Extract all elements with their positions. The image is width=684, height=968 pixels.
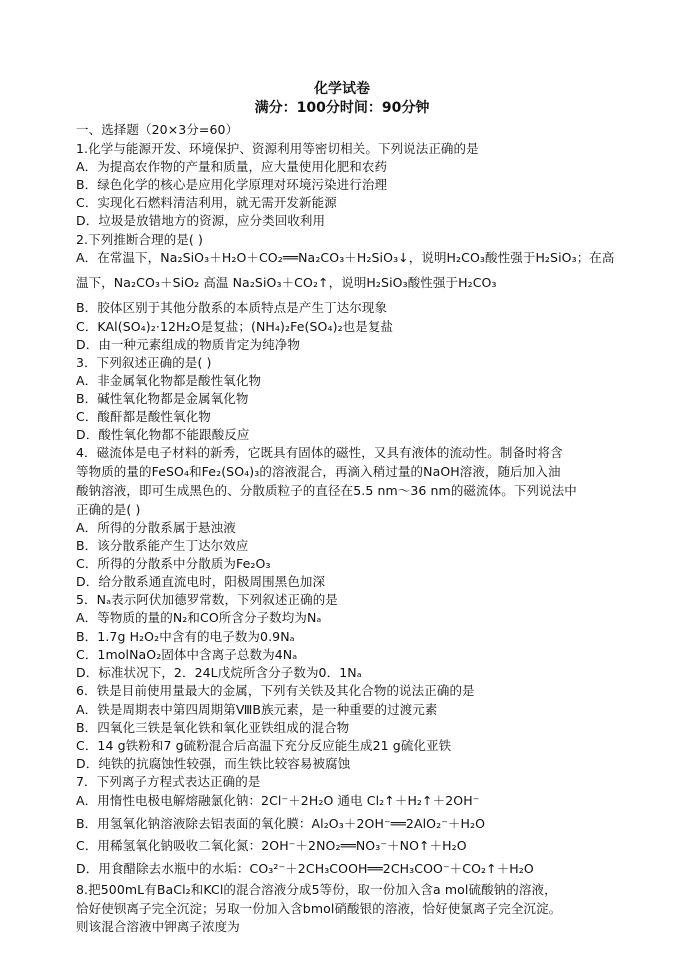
text-line: B．碱性氧化物都是金属氧化物	[76, 391, 249, 406]
text-line: A．等物质的量的N₂和CO所含分子数均为Nₐ	[76, 610, 322, 625]
text-line: A．用惰性电极电解熔融氯化钠：2Cl⁻＋2H₂O 通电 Cl₂↑＋H₂↑＋2OH⁻	[76, 793, 480, 808]
text-line: B．四氧化三铁是氧化铁和氧化亚铁组成的混合物	[76, 720, 350, 735]
text-line: B．1.7g H₂O₂中含有的电子数为0.9Nₐ	[76, 629, 295, 644]
text-line: 恰好使钡离子完全沉淀；另取一份加入含bmol硝酸银的溶液，恰好使氯离子完全沉淀。	[76, 901, 562, 916]
text-line: C．用稀氢氧化钠吸收二氧化氮：2OH⁻＋2NO₂══NO₃⁻＋NO↑＋H₂O	[76, 838, 467, 853]
text-line: A．铁是周期表中第四周期第ⅧB族元素，是一种重要的过渡元素	[76, 702, 438, 717]
text-line: C．所得的分散系中分散质为Fe₂O₃	[76, 556, 271, 571]
text-line: B．胶体区别于其他分散系的本质特点是产生丁达尔现象	[76, 300, 388, 315]
text-line: 2.下列推断合理的是( )	[76, 232, 203, 247]
text-line: 正确的是( )	[76, 502, 141, 517]
text-line: D．垃圾是放错地方的资源，应分类回收利用	[76, 213, 326, 228]
text-line: C．KAl(SO₄)₂·12H₂O是复盐；(NH₄)₂Fe(SO₄)₂也是复盐	[76, 319, 394, 334]
text-line: D．纯铁的抗腐蚀性较强，而生铁比较容易被腐蚀	[76, 756, 351, 771]
text-line: C．实现化石燃料清洁利用，就无需开发新能源	[76, 195, 337, 210]
text-line: D．酸性氧化物都不能跟酸反应	[76, 427, 250, 442]
text-line: A．所得的分散系属于悬浊液	[76, 520, 236, 535]
exam-title: 化学试卷	[314, 81, 370, 97]
text-line: 6．铁是目前使用量最大的金属，下列有关铁及其化合物的说法正确的是	[76, 683, 475, 698]
exam-subtitle: 满分：100分时间：90分钟	[254, 100, 430, 116]
text-line: D．用食醋除去水瓶中的水垢：CO₃²⁻＋2CH₃COOH══2CH₃COO⁻＋CO₂↑＋H₂O	[76, 861, 534, 876]
text-line: C．14 g铁粉和7 g硫粉混合后高温下充分反应能生成21 g硫化亚铁	[76, 738, 452, 753]
text-line: C．1molNaO₂固体中含离子总数为4Nₐ	[76, 647, 298, 662]
text-line: A．非金属氧化物都是酸性氧化物	[76, 373, 262, 388]
text-line: 7．下列离子方程式表达正确的是	[76, 774, 261, 789]
text-line: C．酸酐都是酸性氧化物	[76, 409, 211, 424]
text-line: A．为提高农作物的产量和质量，应大量使用化肥和农药	[76, 159, 388, 174]
text-line: D．由一种元素组成的物质肯定为纯净物	[76, 337, 300, 352]
text-line: 5．Nₐ表示阿伏加德罗常数，下列叙述正确的是	[76, 592, 338, 607]
text-line: 酸钠溶液，即可生成黑色的、分散质粒子的直径在5.5 nm～36 nm的磁流体。下列说法中	[76, 483, 577, 498]
text-line: 等物质的量的FeSO₄和Fe₂(SO₄)₃的溶液混合，再滴入稍过量的NaOH溶液，随后加入油	[76, 464, 561, 479]
text-line: 1.化学与能源开发、环境保护、资源利用等密切相关。下列说法正确的是	[76, 141, 479, 156]
text-line: 3．下列叙述正确的是( )	[76, 355, 212, 370]
text-line: B．用氢氧化钠溶液除去铝表面的氧化膜：Al₂O₃＋2OH⁻══2AlO₂⁻＋H₂O	[76, 816, 486, 831]
text-line: 则该混合溶液中钾离子浓度为	[76, 919, 240, 934]
text-line: 温下，Na₂CO₃＋SiO₂ 高温 Na₂SiO₃＋CO₂↑，说明H₂SiO₃酸性强于H₂CO₃	[76, 275, 497, 290]
text-line: 8.把500mL有BaCl₂和KCl的混合溶液分成5等份，取一份加入含a mol硫酸钠的溶液，	[76, 882, 557, 897]
text-line: 4．磁流体是电子材料的新秀，它既具有固体的磁性，又具有液体的流动性。制备时将含	[76, 445, 563, 460]
text-line: D．给分散系通直流电时，阳极周围黑色加深	[76, 574, 326, 589]
text-line: D．标准状况下，2．24L戊烷所含分子数为0．1Nₐ	[76, 665, 362, 680]
text-line: B．绿色化学的核心是应用化学原理对环境污染进行治理	[76, 177, 388, 192]
text-line: A．在常温下，Na₂SiO₃＋H₂O＋CO₂══Na₂CO₃＋H₂SiO₃↓，说明H₂CO₃酸性强于H₂SiO₃；在高	[76, 250, 615, 265]
text-line: B．该分散系能产生丁达尔效应	[76, 538, 249, 553]
text-line: 一、选择题（20×3分=60）	[76, 122, 239, 137]
